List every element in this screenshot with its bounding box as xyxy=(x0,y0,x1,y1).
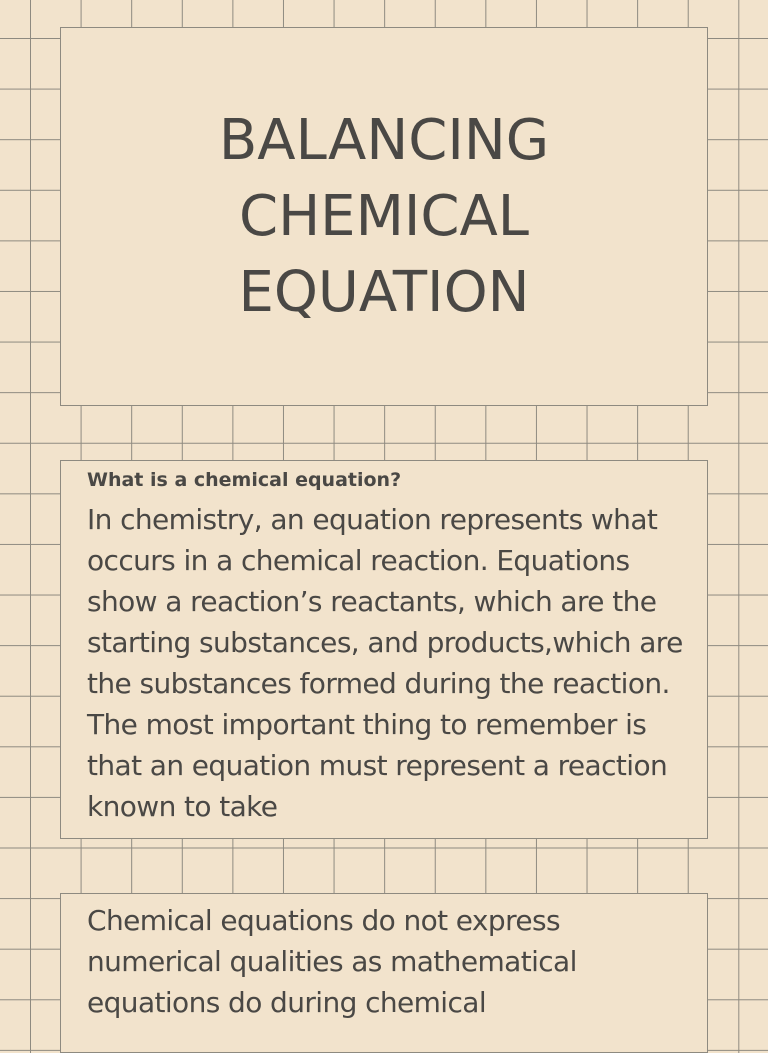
title-card xyxy=(60,27,708,406)
second-card-body: Chemical equations do not express numerical qualities as mathematical equations do during chemical xyxy=(87,904,577,1019)
definition-heading: What is a chemical equation? xyxy=(87,469,402,491)
definition-card xyxy=(60,460,708,839)
page-title: BALANCING CHEMICAL EQUATION xyxy=(218,107,550,325)
definition-body: In chemistry, an equation represents what occurs in a chemical reaction. Equations show a reaction’s reactants, which are the starting substances, and products,which are the substances formed during the reaction. The most important thing to remember is that an equation must represent a reaction known to take xyxy=(87,503,683,823)
second-card xyxy=(60,893,708,1053)
